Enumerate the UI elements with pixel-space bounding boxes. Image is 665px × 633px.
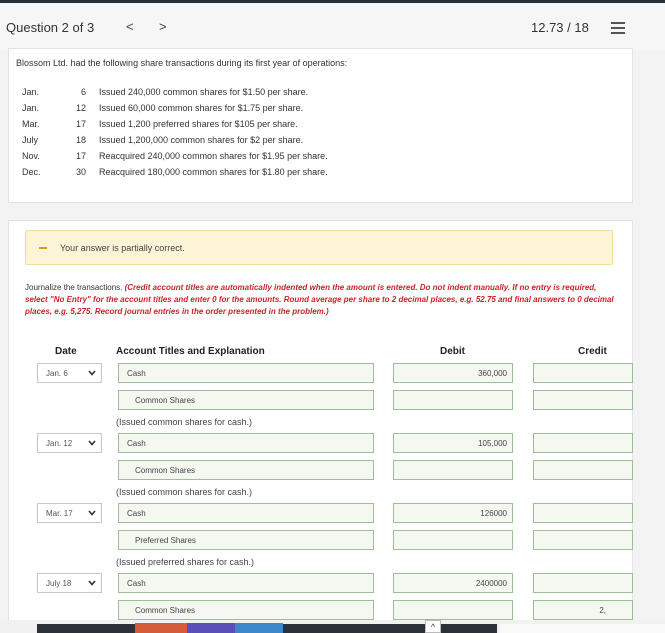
entry-explanation: (Issued common shares for cash.) <box>116 417 253 427</box>
credit-amount-input[interactable] <box>533 573 633 593</box>
transaction-row: Mar. 17 Issued 1,200 preferred shares for $105 per share. <box>22 119 298 129</box>
toolbar-tab[interactable] <box>135 623 187 633</box>
debit-column-header: Debit <box>440 346 465 357</box>
credit-account-input[interactable]: Preferred Shares <box>118 530 374 550</box>
collapse-toggle-button[interactable]: ^ <box>425 620 441 633</box>
list-icon[interactable] <box>611 22 625 34</box>
transaction-row: Dec. 30 Reacquired 180,000 common shares for $1.80 per share. <box>22 167 328 177</box>
chevron-down-icon <box>88 369 96 377</box>
bottom-toolbar <box>0 620 665 633</box>
debit-amount-input[interactable]: 2400000 <box>393 573 513 593</box>
previous-question-button[interactable]: < <box>126 19 134 34</box>
question-label: Question 2 of 3 <box>6 20 95 35</box>
date-select[interactable]: Jan. 6 <box>37 363 102 383</box>
question-header <box>0 0 665 50</box>
transaction-row: July 18 Issued 1,200,000 common shares for $2 per share. <box>22 135 304 145</box>
credit-amount-input[interactable] <box>533 460 633 480</box>
problem-intro: Blossom Ltd. had the following share transactions during its first year of operations: <box>16 58 348 68</box>
entry-explanation: (Issued common shares for cash.) <box>116 487 253 497</box>
chevron-down-icon <box>88 439 96 447</box>
date-select[interactable]: Jan. 12 <box>37 433 102 453</box>
debit-amount-input[interactable] <box>393 530 513 550</box>
credit-amount-input[interactable] <box>533 433 633 453</box>
transaction-row: Jan. 12 Issued 60,000 common shares for $1.75 per share. <box>22 103 304 113</box>
credit-amount-input[interactable] <box>533 503 633 523</box>
debit-amount-input[interactable]: 105,000 <box>393 433 513 453</box>
account-column-header: Account Titles and Explanation <box>116 346 265 357</box>
credit-column-header: Credit <box>578 346 607 357</box>
debit-account-input[interactable]: Cash <box>118 573 374 593</box>
credit-amount-input[interactable] <box>533 390 633 410</box>
chevron-down-icon <box>88 509 96 517</box>
credit-account-input[interactable]: Common Shares <box>118 460 374 480</box>
instructions-plain: Journalize the transactions. <box>25 283 125 292</box>
credit-account-input[interactable]: Common Shares <box>118 600 374 620</box>
feedback-message: Your answer is partially correct. <box>60 243 185 253</box>
transaction-row: Nov. 17 Reacquired 240,000 common shares for $1.95 per share. <box>22 151 328 161</box>
date-column-header: Date <box>55 346 77 357</box>
instructions-note: (Credit account titles are automatically indented when the amount is entered. Do not indent manually. If no entry is required, select "No Entry" for the account titles and enter 0 for the amounts. Round average per share to 2 decimal places, e.g. 52.75 and final answers to 0 decimal places, e.g. 5,275. Record journal entries in the order presented in the problem.) <box>25 283 614 316</box>
toolbar-tab[interactable] <box>235 623 283 633</box>
credit-amount-input[interactable] <box>533 530 633 550</box>
transaction-row: Jan. 6 Issued 240,000 common shares for $1.50 per share. <box>22 87 309 97</box>
entry-explanation: (Issued preferred shares for cash.) <box>116 557 255 567</box>
next-question-button[interactable]: > <box>159 19 167 34</box>
toolbar-right-area <box>500 624 665 633</box>
date-select[interactable]: July 18 <box>37 573 102 593</box>
toolbar-tab[interactable] <box>187 623 235 633</box>
date-select[interactable]: Mar. 17 <box>37 503 102 523</box>
credit-account-input[interactable]: Common Shares <box>118 390 374 410</box>
debit-amount-input[interactable]: 126000 <box>393 503 513 523</box>
debit-account-input[interactable]: Cash <box>118 433 374 453</box>
feedback-banner <box>25 230 613 265</box>
debit-amount-input[interactable] <box>393 390 513 410</box>
debit-amount-input[interactable] <box>393 460 513 480</box>
chevron-down-icon <box>88 579 96 587</box>
debit-account-input[interactable]: Cash <box>118 503 374 523</box>
debit-account-input[interactable]: Cash <box>118 363 374 383</box>
debit-amount-input[interactable]: 360,000 <box>393 363 513 383</box>
score-display: 12.73 / 18 <box>531 20 589 35</box>
credit-amount-input[interactable] <box>533 363 633 383</box>
debit-amount-input[interactable] <box>393 600 513 620</box>
instructions <box>25 282 615 318</box>
credit-amount-input[interactable]: 2, <box>533 600 633 620</box>
partial-correct-icon <box>39 247 47 249</box>
